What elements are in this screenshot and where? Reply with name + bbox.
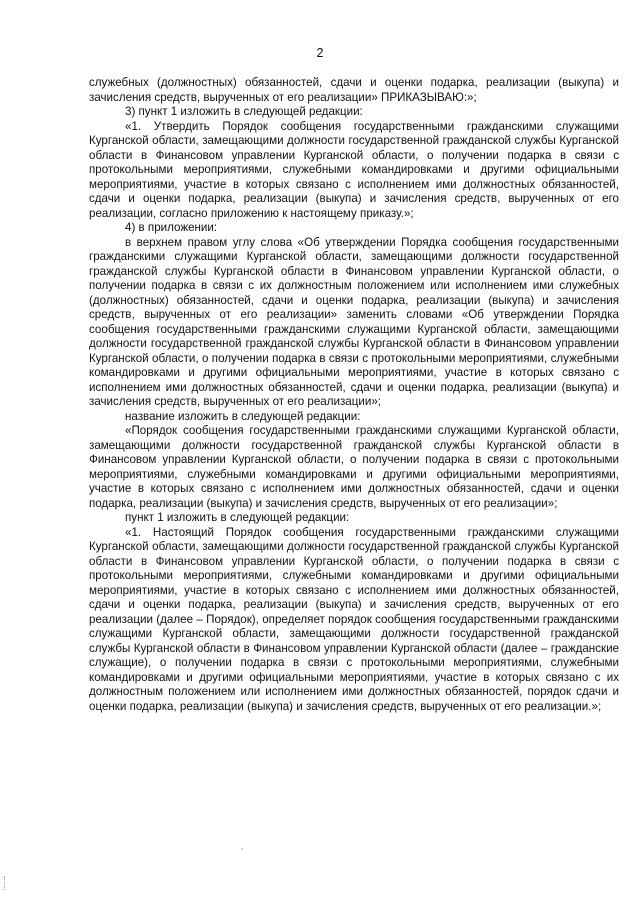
- paragraph-title-text: «Порядок сообщения государственными гражданскими служащими Курганской области, замещающими должности государственной гражданской службы Курганской области в Финансовом управлении Курганской области, о получении подарка в связи с протокольными мероприятиями, служебными командировками и другими официальными мероприятиями, участие в которых связано с исполнением ими должностных обязанностей, сдачи и оценки подарка, реализации (выкупа) и зачисления средств, вырученных от его реализации»;: [89, 424, 619, 510]
- paragraph-item-3-text: «1. Утвердить Порядок сообщения государственными гражданскими служащими Курганской области, замещающими должности государственной гражданской службы Курганской области в Финансовом управлении Курганской области, о получении подарка в связи с протокольными мероприятиями, служебными командировками и другими официальными мероприятиями, участие в которых связано с исполнением ими должностных обязанностей, сдачи и оценки подарка, реализации (выкупа) и зачисления средств, вырученных от его реализации, согласно приложению к настоящему приказу.»;: [89, 119, 619, 220]
- paragraph-item-4: 4) в приложении:: [125, 221, 218, 234]
- paragraph-point-1-heading: пункт 1 изложить в следующей редакции:: [125, 511, 350, 524]
- paragraph-point-1-text: «1. Настоящий Порядок сообщения государственными гражданскими служащими Курганской области, замещающими должности государственной гражданской службы Курганской области в Финансовом управлении Курганской области, о получении подарка в связи с протокольными мероприятиями, служебными командировками и другими официальными мероприятиями, участие в которых связано с исполнением ими должностных обязанностей, сдачи и оценки подарка, реализации (выкупа) и зачисления средств, вырученных от его реализации (далее – Порядок), определяет порядок сообщения государственными гражданскими служащими Курганской области, замещающими должности государственной гражданской службы Курганской области в Финансовом управлении Курганской области (далее – гражданские служащие), о получении подарка в связи с протокольными мероприятиями, служебными командировками и другими официальными мероприятиями, участие в которых связано с их должностным положением или исполнением ими должностных обязанностей, порядок сдачи и оценки подарка, реализации (выкупа) и зачисления средств, вырученных от его реализации.»;: [89, 525, 619, 713]
- paragraph-title-heading: название изложить в следующей редакции:: [125, 409, 361, 423]
- paragraph-item-3: 3) пункт 1 изложить в следующей редакции:: [125, 105, 363, 118]
- scan-speck: [241, 848, 243, 850]
- scan-margin-mark: [4, 876, 6, 890]
- paragraph-continuation: служебных (должностных) обязанностей, сдачи и оценки подарка, реализации (выкупа) и зачисления средств, вырученных от его реализации» ПРИКАЗЫВАЮ:»;: [89, 76, 619, 104]
- document-body: [89, 76, 619, 714]
- page-number: 2: [316, 46, 324, 60]
- paragraph-top-right-corner: в верхнем правом углу слова «Об утверждении Порядка сообщения государственными гражданскими служащими Курганской области, замещающими должности государственной гражданской службы Курганской области в Финансовом управлении Курганской области, о получении подарка в связи с их должностным положением или исполнением ими служебных (должностных) обязанностей, сдачи и оценки подарка, реализации (выкупа) и зачисления средств, вырученных от его реализации» заменить словами «Об утверждении Порядка сообщения государственными гражданскими служащими Курганской области, замещающими должности государственной гражданской службы Курганской области в Финансовом управлении Курганской области, о получении подарка в связи с протокольными мероприятиями, служебными командировками и другими официальными мероприятиями, участие в которых связано с исполнением ими должностных обязанностей, сдачи и оценки подарка, реализации (выкупа) и зачисления средств, вырученных от его реализации»;: [89, 235, 619, 408]
